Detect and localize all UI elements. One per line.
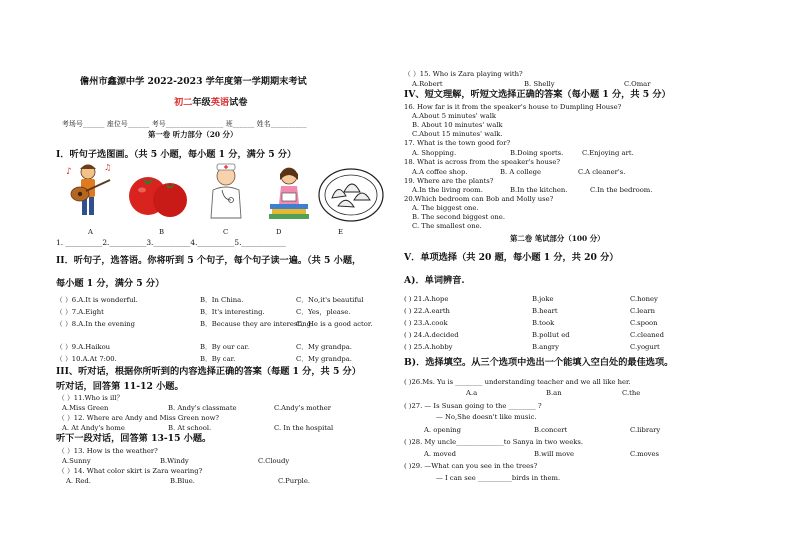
question-18-option-b: B. A college (500, 168, 542, 176)
question-22: ( ) 22.A.earth (404, 307, 450, 315)
question-6-option-b: B．In China. (200, 296, 244, 304)
question-13-option-c: C.Cloudy (258, 457, 290, 465)
question-11-option-a: A.Miss Green (62, 404, 109, 412)
question-14-option-c: C.Purple. (278, 477, 311, 485)
sectionB-title: B)．选择填空。从三个选项中选出一个能填入空白处的最佳选项。 (404, 357, 674, 368)
tomatoes-picture (124, 160, 192, 226)
question-28-option-a: A. moved (424, 450, 456, 458)
question-17: 17. What is the town good for? (404, 139, 511, 147)
image-label-d: D (276, 228, 282, 236)
question-18: 18. What is across from the speaker's house? (404, 158, 561, 166)
question-27-option-a: A. opening (424, 426, 461, 434)
image-label-a: A (88, 228, 93, 236)
section1-answer-line: 1. __________2.__________3.__________4.__________5.____________ (56, 238, 286, 247)
question-19-option-b: B.In the kitchen. (510, 186, 568, 194)
question-14-option-a: A. Red. (66, 477, 91, 485)
question-24: ( ) 24.A.decided (404, 331, 459, 339)
question-12: （ ）12. Where are Andy and Miss Green now? (58, 414, 220, 422)
question-10-option-b: B．By car. (200, 355, 236, 363)
question-15: （ ）15. Who is Zara playing with? (404, 70, 523, 78)
question-16-option-b: B. About 10 minutes' walk (412, 121, 503, 129)
question-25: ( ) 25.A.hobby (404, 343, 453, 351)
question-27-option-c: C.library (630, 426, 661, 434)
exam-info-line: 考场号______ 座位号______ 考号________________ 班______ 姓名__________ (62, 120, 307, 128)
question-23-option-c: C.spoon (630, 319, 658, 327)
sectionA-title: A)．单词辨音. (404, 275, 465, 286)
question-12-option-b: B. At school. (168, 424, 212, 432)
question-26-option-a: A.a (466, 389, 478, 397)
question-19: 19. Where are the plants? (404, 177, 494, 185)
guitar-player-picture (58, 160, 116, 226)
section3-subtitle-2: 听下一段对话，回答第 13-15 小题。 (56, 433, 212, 444)
question-21-option-b: B.joke (532, 295, 554, 303)
question-7-option-c: C．Yes，please. (296, 308, 351, 316)
question-25-option-b: B.angry (532, 343, 560, 351)
question-9: （ ）9.A.Haikou (56, 343, 111, 351)
question-6-option-c: C．No,it's beautiful (296, 296, 364, 304)
question-21: ( ) 21.A.hope (404, 295, 449, 303)
question-26-option-b: B.an (546, 389, 562, 397)
part1-title: 第一卷 听力部分（20 分） (148, 130, 238, 139)
question-19-option-a: A.In the living room. (412, 186, 483, 194)
section2-title: II．听句子，选答语。你将听到 5 个句子，每个句子读一遍。（共 5 小题， (56, 255, 362, 266)
question-12-option-c: C. In the hospital (274, 424, 334, 432)
question-8-option-c: C．He is a good actor. (296, 320, 373, 328)
question-17-option-b: B.Doing sports. (510, 149, 564, 157)
subtitle-grade-word: 年级 (192, 97, 211, 108)
exam-subtitle (174, 97, 248, 108)
question-9-option-b: B．By our car. (200, 343, 250, 351)
doctor-picture (198, 160, 254, 226)
question-8-option-b: B．Because they are interesting. (200, 320, 314, 328)
question-17-option-a: A. Shopping. (412, 149, 457, 157)
question-27-line2: — No,She doesn't like music. (436, 413, 537, 421)
svg-text:♪: ♪ (66, 167, 72, 177)
question-15-option-b: B. Shelly (524, 80, 555, 88)
question-25-option-c: C.yogurt (630, 343, 660, 351)
question-19-option-c: C.In the bedroom. (590, 186, 653, 194)
exam-title: 儋州市鑫源中学 2022-2023 学年度第一学期期末考试 (80, 76, 307, 87)
question-21-option-c: C.honey (630, 295, 658, 303)
question-26-option-c: C.the (622, 389, 641, 397)
question-6: （ ）6.A.It is wonderful. (56, 296, 138, 304)
section3-title: III、听对话，根据你所听到的内容选择正确的答案（每题 1 分，共 5 分） (56, 366, 361, 377)
question-29: ( )29. —What can you see in the trees? (404, 462, 538, 470)
question-24-option-c: C.cleaned (630, 331, 664, 339)
question-28-option-c: C.moves (630, 450, 660, 458)
question-9-option-c: C．My grandpa. (296, 343, 352, 351)
question-29-line2: — I can see __________birds in them. (436, 474, 561, 482)
question-27-option-b: B.concert (534, 426, 568, 434)
section3-subtitle: 听对话，回答第 11-12 小题。 (56, 381, 184, 392)
question-20: 20.Which bedroom can Bob and Molly use? (404, 195, 554, 203)
question-16-option-c: C.About 15 minutes' walk. (412, 130, 503, 138)
subtitle-paper: 试卷 (229, 97, 248, 108)
question-26: ( )26.Ms. Yu is ________ understanding teacher and we all like her. (404, 378, 631, 386)
question-17-option-c: C.Enjoying art. (582, 149, 634, 157)
question-15-option-a: A.Robert (412, 80, 443, 88)
question-20-option-a: A. The biggest one. (412, 204, 479, 212)
question-7: （ ）7.A.Eight (56, 308, 104, 316)
question-13-option-b: B.Windy (160, 457, 189, 465)
question-14-option-b: B.Blue. (170, 477, 195, 485)
question-13: （ ）13. How is the weather? (58, 447, 158, 455)
section4-title: IV、短文理解，听短文选择正确的答案（每小题 1 分，共 5 分） (404, 89, 671, 100)
image-label-b: B (159, 228, 164, 236)
question-12-option-a: A. At Andy's home (62, 424, 125, 432)
question-11: （ ）11.Who is ill？ (58, 394, 124, 402)
question-27: ( )27. — Is Susan going to the ________ ? (404, 402, 542, 410)
question-20-option-b: B. The second biggest one. (412, 213, 505, 221)
girl-reading-picture (262, 160, 316, 226)
svg-text:♫: ♫ (104, 163, 112, 172)
question-18-option-c: C.A cleaner's. (578, 168, 626, 176)
image-label-e: E (338, 228, 343, 236)
question-16: 16. How far is it from the speaker's house to Dumpling House? (404, 103, 622, 111)
question-13-option-a: A.Sunny (62, 457, 91, 465)
question-18-option-a: A.A coffee shop. (412, 168, 468, 176)
question-14: （ ）14. What color skirt is Zara wearing? (58, 467, 203, 475)
question-11-option-b: B. Andy's classmate (168, 404, 237, 412)
question-23: ( ) 23.A.cook (404, 319, 448, 327)
image-label-c: C (223, 228, 229, 236)
question-15-option-c: C.Omar (624, 80, 651, 88)
question-22-option-c: C.learn (630, 307, 655, 315)
section1-title: I．听句子选图画。（共 5 小题，每小题 1 分，满分 5 分） (56, 149, 297, 160)
question-23-option-b: B.took (532, 319, 555, 327)
question-20-option-c: C. The smallest one. (412, 222, 482, 230)
dumplings-picture (316, 160, 386, 226)
question-10: （ ）10.A.At 7:00. (56, 355, 117, 363)
question-22-option-b: B.heart (532, 307, 558, 315)
question-28: ( )28. My uncle______________to Sanya in two weeks. (404, 438, 583, 446)
part2-title: 第二卷 笔试部分（100 分） (510, 234, 605, 243)
question-7-option-b: B．It's interesting. (200, 308, 265, 316)
question-28-option-b: B.will move (534, 450, 575, 458)
question-16-option-a: A.About 5 minutes' walk (412, 112, 496, 120)
question-10-option-c: C．My grandpa. (296, 355, 352, 363)
subtitle-grade: 初二 (174, 97, 193, 108)
section2-title-cont: 每小题 1 分，满分 5 分） (56, 278, 165, 289)
section5-title: V．单项选择（共 20 题，每小题 1 分，共 20 分） (404, 252, 619, 263)
question-8: （ ）8.A.In the evening (56, 320, 135, 328)
question-11-option-c: C.Andy's mother (274, 404, 332, 412)
subtitle-subject: 英语 (210, 97, 230, 108)
question-24-option-b: B.pollut ed (532, 331, 570, 339)
